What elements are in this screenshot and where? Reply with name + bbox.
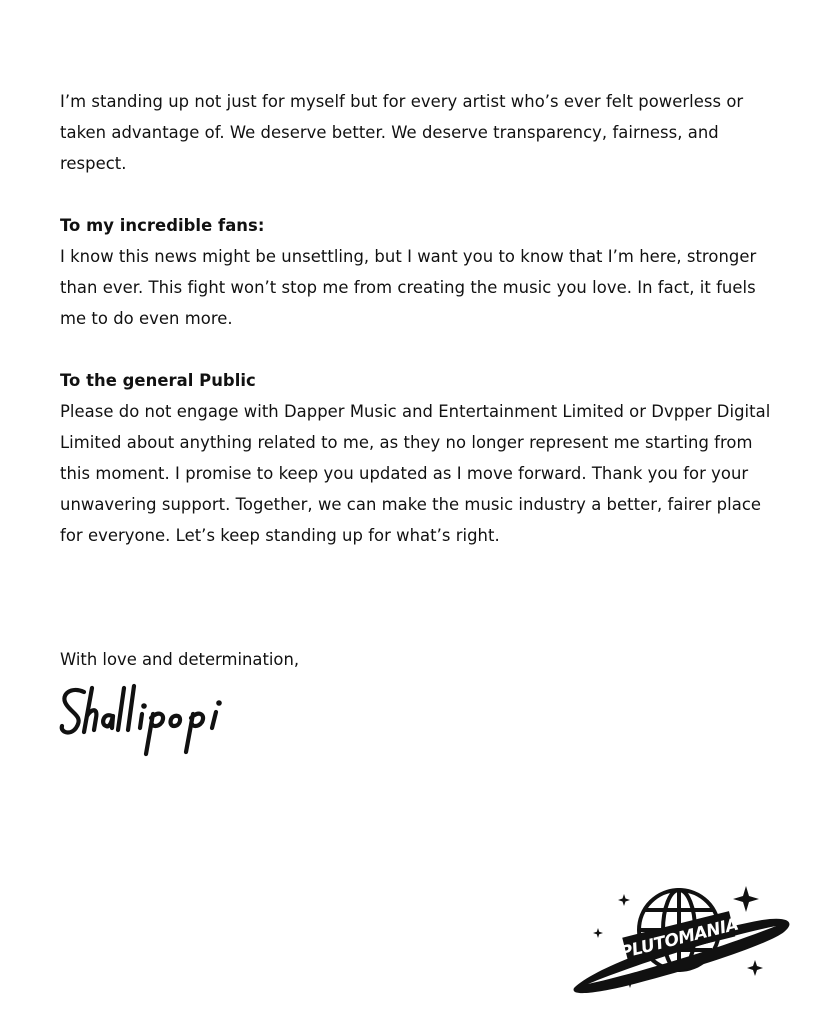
public-paragraph: Please do not engage with Dapper Music and Entertainment Limited or Dvpper Digital Limited about anything related to me, as they no longer represent me starting from this moment. I promise to keep you updated as I move forward. Thank you for your unwavering support. Together, we can make the music industry a better, fairer place for everyone. Let’s keep standing up for what’s right. bbox=[60, 402, 771, 545]
public-heading: To the general Public bbox=[60, 371, 256, 390]
closing-line: With love and determination, bbox=[60, 650, 300, 669]
fans-heading: To my incredible fans: bbox=[60, 216, 265, 235]
paragraph-gap bbox=[60, 179, 780, 210]
plutomania-logo bbox=[566, 880, 796, 1000]
intro-paragraph: I’m standing up not just for myself but for every artist who’s ever felt powerless or taken advantage of. We deserve better. We deserve transparency, fairness, and respect. bbox=[60, 92, 744, 173]
signature-image bbox=[54, 680, 244, 760]
fans-paragraph: I know this news might be unsettling, but I want you to know that I’m here, stronger than ever. This fight won’t stop me from creating the music you love. In fact, it fuels me to do even more. bbox=[60, 247, 757, 328]
letter-body bbox=[60, 86, 780, 551]
logo-wordmark: PLUTOMANIA bbox=[618, 914, 741, 964]
paragraph-gap bbox=[60, 334, 780, 365]
